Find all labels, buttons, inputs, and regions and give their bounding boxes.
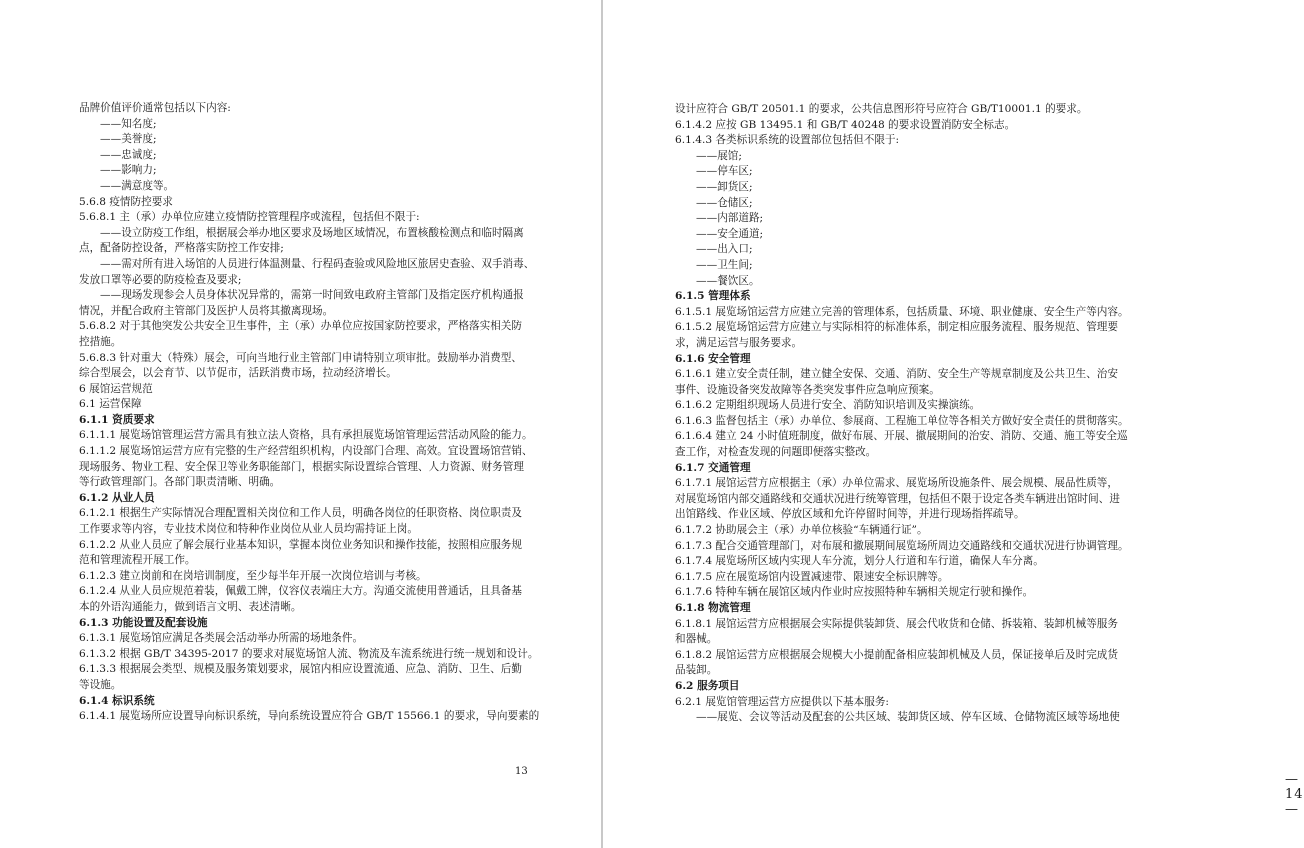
text-line: 控措施。 [79,335,122,348]
text-line: 6.1.1.2 展览场馆运营方应有完整的生产经营组织机构，内设部门合理、高效。宜设置场馆营销、 [79,445,533,458]
text-line: 和器械。 [675,633,718,646]
text-line: 5.6.8.1 主（承）办单位应建立疫情防控管理程序或流程，包括但不限于: [79,211,420,224]
text-line: 6.1.3.1 展览场馆应满足各类展会活动举办所需的场地条件。 [79,632,364,645]
text-line: 6.1.2.1 根据生产实际情况合理配置相关岗位和工作人员，明确各岗位的任职资格、岗位职责及 [79,507,522,520]
text-line: ——出入口; [696,243,753,256]
text-line: 6.1.6.4 建立 24 小时值班制度，做好布展、开展、撤展期间的治安、消防、交通、施工等安全巡 [675,430,1128,443]
text-line: 6.1.8.2 展馆运营方应根据展会规模大小提前配备相应装卸机械及人员，保证接单后及时完成货 [675,648,1118,661]
text-line: 工作要求等内容，专业技术岗位和特种作业岗位从业人员均需持证上岗。 [79,523,418,536]
text-line: ——展馆; [696,149,742,162]
text-line: 6.1.1.1 展览场馆管理运营方需具有独立法人资格，具有承担展览场馆管理运营活动风险的能力。 [79,429,533,442]
text-line: ——内部道路; [696,212,764,225]
text-line: 6.1.5.1 展览场馆运营方应建立完善的管理体系，包括质量、环境、职业健康、安全生产等内容。 [675,305,1129,318]
text-line: 6.1.8 物流管理 [675,602,751,614]
text-line: 6.1.4 标识系统 [79,694,155,707]
text-line: 6.1.3.2 根据 GB/T 34395-2017 的要求对展览场馆人流、物流及车流系统进行统一规划和设计。 [79,647,539,660]
text-line: ——设立防疫工作组，根据展会举办地区要求及场地区域情况，布置核酸检测点和临时隔离 [100,226,524,239]
text-line: 综合型展会，以会育节、以节促市，活跃消费市场，拉动经济增长。 [79,367,397,380]
text-line: 6.1.7.6 特种车辆在展馆区域内作业时应按照特种车辆相关规定行驶和操作。 [675,586,1034,599]
text-line: 6.1.4.1 展览场所应设置导向标识系统，导向系统设置应符合 GB/T 15566.1 的要求，导向要素的 [79,710,540,723]
text-line: 6.1.5 管理体系 [675,290,751,303]
text-line: 对展览场馆内部交通路线和交通状况进行统筹管理，包括但不限于设定各类车辆进出馆时间、进 [675,492,1120,505]
text-line: 6.1.6.2 定期组织现场人员进行安全、消防知识培训及实操演练。 [675,399,981,412]
text-line: 设计应符合 GB/T 20501.1 的要求，公共信息图形符号应符合 GB/T10001.1 的要求。 [675,103,1088,115]
text-line: ——影响力; [100,164,157,177]
text-line: 6.1.2.2 从业人员应了解会展行业基本知识，掌握本岗位业务知识和操作技能，按照相应服务规 [79,538,522,551]
text-line: 等行政管理部门。各部门职责清晰、明确。 [79,476,281,489]
text-line: 6.1.8.1 展馆运营方应根据展会实际提供装卸货、展会代收货和仓储、拆装箱、装卸机械等服务 [675,617,1118,630]
text-line: 情况，并配合政府主管部门及医护人员将其撤离现场。 [79,304,334,317]
text-line: 发放口罩等必要的防疫检查及要求; [79,273,242,286]
text-line: 品牌价值评价通常包括以下内容: [79,102,231,114]
text-line: ——需对所有进入场馆的人员进行体温测量、行程码查验或风险地区旅居史查验、双手消毒、 [100,257,535,270]
right-page [603,0,1304,848]
text-line: 查工作，对检查发现的问题即便落实整改。 [675,446,877,459]
text-line: 6.1.2.3 建立岗前和在岗培训制度，至少每半年开展一次岗位培训与考核。 [79,569,427,582]
text-line: 5.6.8.3 针对重大（特殊）展会，可向当地行业主管部门申请特别立项审批。鼓励举办消费型、 [79,351,522,364]
text-line: ——知名度; [100,117,157,130]
left-page-body [79,101,540,725]
text-line: 6 展馆运营规范 [79,382,153,395]
text-line: 点，配备防控设备，严格落实防控工作安排; [79,242,284,255]
text-line: ——满意度等。 [100,179,175,192]
text-line: 5.6.8.2 对于其他突发公共安全卫生事件，主（承）办单位应按国家防控要求，严格落实相关防 [79,320,522,333]
text-line: ——餐饮区。 [696,274,760,287]
text-line: ——卸货区; [696,180,753,193]
right-page-number: — 14 — [1285,772,1304,817]
text-line: 6.1.6.1 建立安全责任制，建立健全安保、交通、消防、安全生产等规章制度及公共卫生、治安 [675,368,1118,381]
text-line: 等设施。 [79,678,122,691]
text-line: 5.6.8 疫情防控要求 [79,195,173,208]
text-line: ——美誉度; [100,133,157,146]
text-line: 6.1.7.1 展馆运营方应根据主（承）办单位需求、展览场所设施条件、展会规模、展品性质等， [675,477,1118,490]
text-line: 6.1.7.5 应在展览场馆内设置减速带、限速安全标识牌等。 [675,570,949,583]
text-line: 本的外语沟通能力，做到语言文明、表述清晰。 [79,601,302,613]
text-line: ——展览、会议等活动及配套的公共区域、装卸货区域、停车区域、仓储物流区域等场地使 [696,711,1120,724]
text-line: 6.1.3 功能设置及配套设施 [79,616,208,629]
text-line: 6.1.3.3 根据展会类型、规模及服务策划要求，展馆内相应设置流通、应急、消防、卫生、后勤 [79,663,522,676]
text-line: 6.1.1 资质要求 [79,413,155,426]
text-line: 现场服务、物业工程、安全保卫等业务职能部门，根据实际设置综合管理、人力资源、财务管理 [79,460,524,473]
text-line: ——停车区; [696,165,753,178]
text-line: 出馆路线、作业区域、停放区域和允许停留时间等，并进行现场指挥疏导。 [675,508,1025,521]
text-line: 6.1.7 交通管理 [675,461,751,474]
text-line: 6.1.7.3 配合交通管理部门，对布展和撤展期间展览场所周边交通路线和交通状况进行协调管理。 [675,539,1129,552]
text-line: 6.1.7.4 展览场所区域内实现人车分流，划分人行道和车行道，确保人车分离。 [675,555,1044,568]
text-line: ——忠诚度; [100,148,157,161]
text-line: 6.1.2.4 从业人员应规范着装，佩戴工牌，仪容仪表端庄大方。沟通交流使用普通话，且具备基 [79,585,522,598]
text-line: ——现场发现参会人员身体状况异常的，需第一时间致电政府主管部门及指定医疗机构通报 [100,289,524,302]
text-line: 6.2 服务项目 [675,679,740,692]
text-line: 求，满足运营与服务要求。 [675,336,803,349]
text-line: 事件、设施设备突发故障等各类突发事件应急响应预案。 [675,383,940,396]
left-page [0,0,601,848]
text-line: 6.1.6 安全管理 [675,352,751,365]
text-line: ——仓储区; [696,196,753,209]
left-page-number: 13 [515,766,528,777]
text-line: ——安全通道; [696,227,764,240]
text-line: 范和管理流程开展工作。 [79,554,196,567]
right-page-body [675,102,1127,726]
text-line: 品装卸。 [675,664,718,677]
text-line: 6.1.5.2 展览场馆运营方应建立与实际相符的标准体系，制定相应服务流程、服务规范、管理要 [675,321,1118,334]
text-line: 6.1.4.2 应按 GB 13495.1 和 GB/T 40248 的要求设置消防安全标志。 [675,118,1016,131]
text-line: 6.1.4.3 各类标识系统的设置部位包括但不限于: [675,134,900,147]
text-line: 6.1.7.2 协助展会主（承）办单位核验“车辆通行证”。 [675,524,928,537]
text-line: 6.1.2 从业人员 [79,491,155,504]
text-line: 6.1.6.3 监督包括主（承）办单位、参展商、工程施工单位等各相关方做好安全责任的贯彻落实。 [675,414,1129,427]
text-line: 6.2.1 展览馆管理运营方应提供以下基本服务: [675,695,889,708]
text-line: 6.1 运营保障 [79,398,142,411]
text-line: ——卫生间; [696,258,753,271]
